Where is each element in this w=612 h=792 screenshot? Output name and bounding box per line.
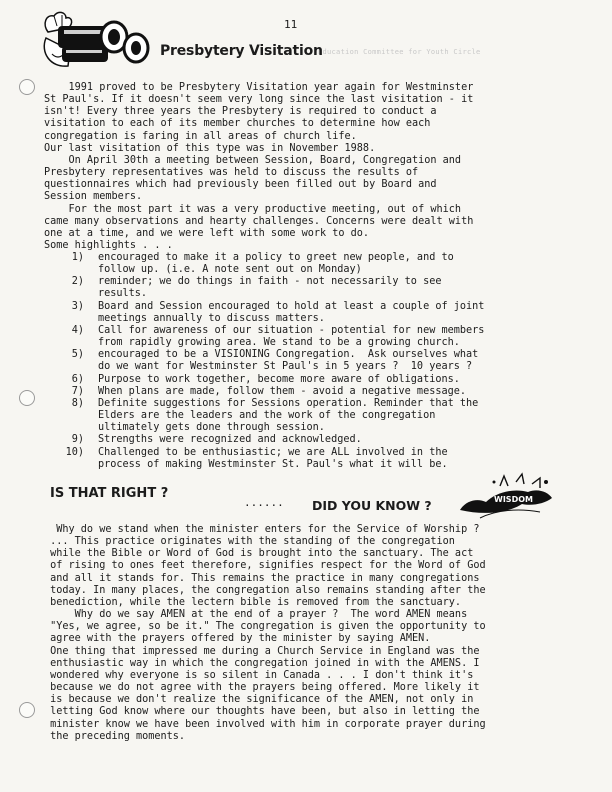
highlight-item xyxy=(44,434,564,446)
highlight-item xyxy=(44,264,564,276)
highlight-number: 6) xyxy=(71,373,84,385)
did-you-know-heading: DID YOU KNOW ? xyxy=(312,498,432,513)
wisdom-word: WISDOM xyxy=(494,495,533,504)
highlight-text: Strengths were recognized and acknowledged. xyxy=(98,434,362,446)
highlight-number xyxy=(44,313,98,325)
did-you-know-line: the preceding moments. xyxy=(44,730,186,742)
highlight-text: Call for awareness of our situation - potential for new members xyxy=(98,324,485,336)
highlight-number: 2) xyxy=(71,276,84,288)
highlight-item xyxy=(44,386,564,398)
highlight-item xyxy=(44,447,564,459)
did-you-know-line: enthusiastic way in which the congregation joined in with the AMENS. I xyxy=(44,657,480,669)
highlight-item xyxy=(44,349,564,361)
highlight-number xyxy=(44,459,98,471)
is-that-right-heading: IS THAT RIGHT ? xyxy=(50,486,169,501)
highlight-number: 3) xyxy=(71,300,84,312)
highlight-number: 5) xyxy=(71,349,84,361)
did-you-know-line: and all it stands for. This remains the practice in many congregations xyxy=(44,572,480,584)
did-you-know-line: Why do we stand when the minister enters for the Service of Worship ? xyxy=(44,524,480,535)
highlight-text: reminder; we do things in faith - not necessarily to see xyxy=(98,276,442,288)
highlight-text: results. xyxy=(98,288,148,300)
highlight-number: 10) xyxy=(65,446,84,458)
did-you-know-line: letting God know where our thoughts have been, but also in letting the xyxy=(44,706,480,718)
highlight-text: Purpose to work together, become more aware of obligations. xyxy=(98,373,460,385)
highlight-text: When plans are made, follow them - avoid a negative message. xyxy=(98,385,467,397)
highlight-text: process of making Westminster St. Paul's what it will be. xyxy=(98,458,448,470)
highlight-number xyxy=(44,337,98,349)
highlight-number: 1) xyxy=(71,252,84,263)
highlight-item xyxy=(44,410,564,422)
intro-line: isn't! Every three years the Presbytery is required to conduct a xyxy=(44,106,437,118)
highlight-number: 7) xyxy=(71,385,84,397)
highlight-text: follow up. (i.e. A note sent out on Monday) xyxy=(98,264,362,276)
highlight-item xyxy=(44,459,564,471)
bleed-through-text: Education Committee for Youth Circle xyxy=(318,48,481,56)
punch-hole-middle xyxy=(19,390,35,406)
highlight-text: Elders are the leaders and the work of the congregation xyxy=(98,410,436,422)
wisdom-banner-icon xyxy=(456,470,556,522)
did-you-know-line: of rising to ones feet therefore, signifies respect for the Word of God xyxy=(44,560,486,572)
highlight-text: encouraged to make it a policy to greet new people, and to xyxy=(98,252,454,263)
highlight-item xyxy=(44,313,564,325)
did-you-know-line: because we do not agree with the prayers being offered. More likely it xyxy=(44,682,480,694)
intro-line: questionnaires which had previously been filled out by Board and xyxy=(44,179,437,191)
visitation-title: Presbytery Visitation xyxy=(160,43,323,59)
highlight-text: ultimately gets done through session. xyxy=(98,422,325,434)
intro-line: 1991 proved to be Presbytery Visitation year again for Westminster xyxy=(44,82,474,93)
highlight-item xyxy=(44,337,564,349)
highlight-text: do we want for Westminster St Paul's in 5 years ? 10 years ? xyxy=(98,361,473,373)
did-you-know-line: while the Bible or Word of God is brought into the sanctuary. The act xyxy=(44,548,474,560)
highlight-text: Board and Session encouraged to hold at least a couple of joint xyxy=(98,300,485,312)
highlight-number xyxy=(44,288,98,300)
visitation-intro xyxy=(44,82,564,252)
did-you-know-line: ... This practice originates with the standing of the congregation xyxy=(44,536,455,548)
intro-line: Our last visitation of this type was in November 1988. xyxy=(44,142,376,154)
intro-line: congregation is faring in all areas of church life. xyxy=(44,130,357,142)
highlight-item xyxy=(44,398,564,410)
highlight-number xyxy=(44,264,98,276)
highlight-item xyxy=(44,288,564,300)
highlight-item xyxy=(44,301,564,313)
highlight-text: from rapidly growing area. We stand to be a growing church. xyxy=(98,337,460,349)
punch-hole-bottom xyxy=(19,702,35,718)
highlight-number: 8) xyxy=(71,397,84,409)
highlight-item xyxy=(44,361,564,373)
did-you-know-line: today. In many places, the congregation also remains standing after the xyxy=(44,584,486,596)
highlight-number xyxy=(44,422,98,434)
highlight-item xyxy=(44,422,564,434)
highlight-item xyxy=(44,374,564,386)
binoculars-icon xyxy=(40,10,152,72)
highlight-text: Definite suggestions for Sessions operation. Reminder that the xyxy=(98,397,479,409)
did-you-know-line: wondered why everyone is so silent in Canada . . . I don't think it's xyxy=(44,669,474,681)
page-number: 11 xyxy=(284,18,298,31)
highlight-text: encouraged to be a VISIONING Congregation. Ask ourselves what xyxy=(98,349,479,361)
highlight-text: meetings annually to discuss matters. xyxy=(98,312,325,324)
did-you-know-text xyxy=(44,524,564,743)
highlight-item xyxy=(44,325,564,337)
intro-line: one at a time, and we were left with some work to do. xyxy=(44,227,370,239)
highlight-number: 4) xyxy=(71,324,84,336)
did-you-know-line: One thing that impressed me during a Church Service in England was the xyxy=(44,645,480,657)
did-you-know-line: "Yes, we agree, so be it." The congregation is given the opportunity to xyxy=(44,621,486,633)
highlight-text: Challenged to be enthusiastic; we are ALL involved in the xyxy=(98,446,448,458)
intro-line: came many observations and hearty challenges. Concerns were dealt with xyxy=(44,215,474,227)
heading-dots: ...... xyxy=(244,496,284,509)
highlight-number: 9) xyxy=(71,434,84,446)
intro-line: Some highlights . . . xyxy=(44,240,173,252)
highlight-number xyxy=(44,361,98,373)
did-you-know-line: benediction, while the lectern bible is removed from the sanctuary. xyxy=(44,596,462,608)
intro-line: St Paul's. If it doesn't seem very long since the last visitation - it xyxy=(44,94,474,106)
highlight-number xyxy=(44,410,98,422)
intro-line: For the most part it was a very productive meeting, out of which xyxy=(44,203,462,215)
did-you-know-line: agree with the prayers offered by the minister by saying AMEN. xyxy=(44,633,431,645)
intro-line: Session members. xyxy=(44,191,143,203)
highlight-item xyxy=(44,276,564,288)
did-you-know-line: minister know we have been involved with him in corporate prayer during xyxy=(44,718,486,730)
did-you-know-line: Why do we say AMEN at the end of a prayer ? The word AMEN means xyxy=(44,609,468,621)
punch-hole-top xyxy=(19,79,35,95)
highlights-list xyxy=(44,252,564,471)
intro-line: On April 30th a meeting between Session, Board, Congregation and xyxy=(44,154,462,166)
intro-line: Presbytery representatives was held to discuss the results of xyxy=(44,167,419,179)
intro-line: visitation to each of its member churches to determine how each xyxy=(44,118,431,130)
highlight-item xyxy=(44,252,564,264)
did-you-know-line: is because we don't realize the significance of the AMEN, not only in xyxy=(44,694,474,706)
